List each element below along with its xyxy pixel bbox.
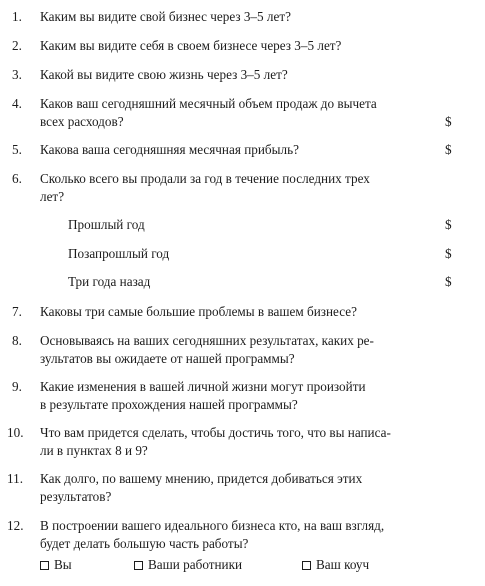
question-text: результатов? [40,489,112,504]
dollar-sign: $ [445,274,452,289]
dollar-sign: $ [445,246,452,261]
option-label: Ваш коуч [316,557,370,572]
question-number: 6. [12,171,22,186]
question-text: Какие изменения в вашей личной жизни могут произойти [40,379,366,394]
dollar-sign: $ [445,114,452,129]
question-number: 2. [12,38,22,53]
option-label: Ваши работники [148,557,243,572]
question-number: 7. [12,304,22,319]
question-text: Каков ваш сегодняшний месячный объем продаж до вычета [40,96,377,111]
question-number: 12. [7,518,24,533]
checkbox-icon[interactable] [302,561,311,570]
option-you[interactable] [40,556,72,574]
question-number: 9. [12,379,22,394]
question-text: Каким вы видите свой бизнес через 3–5 лет? [40,9,291,24]
question-text: всех расходов? [40,114,124,129]
question-text: будет делать большую часть работы? [40,536,249,551]
question-number: 11. [7,471,23,486]
question-number: 1. [12,9,22,24]
question-text: Как долго, по вашему мнению, придется добиваться этих [40,471,363,486]
checkbox-icon[interactable] [134,561,143,570]
subitem-label: Прошлый год [68,217,145,232]
question-number: 4. [12,96,22,111]
option-coach[interactable] [302,556,369,574]
option-label: Вы [54,557,72,572]
question-text: ли в пунктах 8 и 9? [40,443,148,458]
question-text: Каким вы видите себя в своем бизнесе через 3–5 лет? [40,38,342,53]
question-number: 3. [12,67,22,82]
question-text: зультатов вы ожидаете от нашей программы? [40,351,295,366]
question-text: Каковы три самые большие проблемы в вашем бизнесе? [40,304,357,319]
question-number: 5. [12,142,22,157]
dollar-sign: $ [445,142,452,157]
question-number: 8. [12,333,22,348]
question-text: Сколько всего вы продали за год в течение последних трех [40,171,370,186]
question-text: лет? [40,189,65,204]
question-number: 10. [7,425,24,440]
checkbox-icon[interactable] [40,561,49,570]
question-text: в результате прохождения нашей программы? [40,397,298,412]
subitem-label: Позапрошлый год [68,246,170,261]
subitem-label: Три года назад [68,274,151,289]
question-text: Какова ваша сегодняшняя месячная прибыль? [40,142,299,157]
question-text: Что вам придется сделать, чтобы достичь того, что вы написа- [40,425,391,440]
question-text: Какой вы видите свою жизнь через 3–5 лет? [40,67,288,82]
dollar-sign: $ [445,217,452,232]
question-text: Основываясь на ваших сегодняшних результатах, каких ре- [40,333,374,348]
question-text: В построении вашего идеального бизнеса кто, на ваш взгляд, [40,518,385,533]
option-employees[interactable] [134,556,242,574]
